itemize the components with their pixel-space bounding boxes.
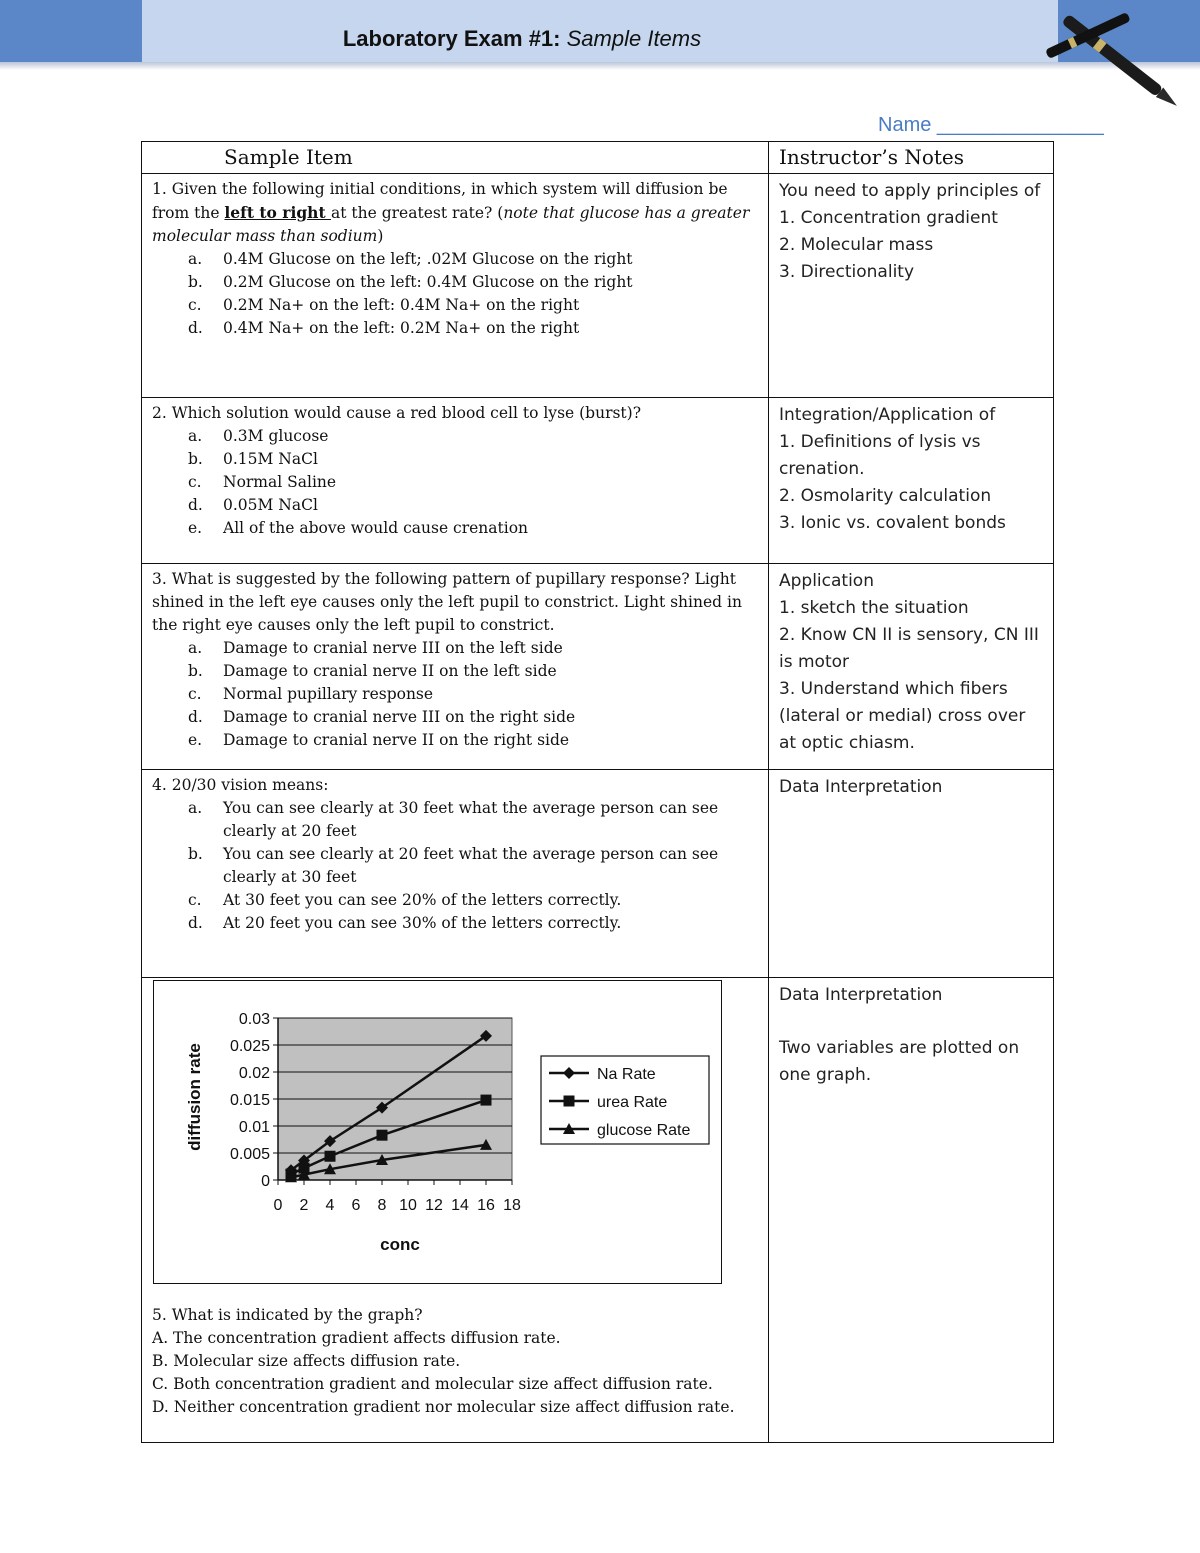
question-cell — [142, 978, 769, 1443]
chart-frame — [153, 980, 722, 1284]
note-line: 2. Molecular mass — [779, 235, 934, 255]
list-item[interactable] — [188, 248, 758, 271]
option-list — [152, 248, 758, 340]
x-tick-label: 16 — [477, 1197, 495, 1214]
option-text: Damage to cranial nerve II on the right side — [223, 731, 570, 749]
option-text: 0.4M Glucose on the left; .02M Glucose on the right — [223, 250, 633, 268]
option-letter: d. — [188, 914, 203, 932]
note-line: 3. Ionic vs. covalent bonds — [779, 513, 1006, 533]
list-item[interactable] — [188, 448, 758, 471]
q1-line: 1. Given the following initial conditions, in which system will diffusion — [152, 180, 704, 198]
diffusion-chart — [154, 981, 721, 1283]
note-line: Integration/Application of — [779, 405, 996, 425]
option-text: You can see clearly at 20 feet what the average person can see clearly at 30 feet — [223, 845, 719, 886]
option-text: 0.05M NaCl — [223, 496, 318, 514]
answer-line[interactable]: A. The concentration gradient affects diffusion rate. — [152, 1329, 561, 1347]
x-tick-label: 14 — [451, 1197, 469, 1214]
list-item[interactable] — [188, 294, 758, 317]
option-letter: d. — [188, 708, 203, 726]
option-letter: d. — [188, 496, 203, 514]
list-item[interactable] — [188, 729, 758, 752]
y-tick-label: 0.01 — [238, 1119, 270, 1136]
option-letter: a. — [188, 799, 203, 817]
data-point — [377, 1130, 388, 1141]
option-letter: b. — [188, 273, 203, 291]
q1-line: be from the — [152, 180, 728, 222]
y-tick-label: 0.02 — [238, 1065, 270, 1082]
note-line: 2. Osmolarity calculation — [779, 486, 992, 506]
list-item[interactable] — [188, 889, 758, 912]
list-item[interactable] — [188, 637, 758, 660]
legend-label: urea Rate — [597, 1094, 668, 1111]
instructor-notes — [769, 174, 1053, 286]
option-text: Damage to cranial nerve II on the left side — [223, 662, 557, 680]
option-text: You can see clearly at 30 feet what the average person can see clearly at 20 feet — [223, 799, 719, 840]
y-tick-label: 0.025 — [229, 1038, 270, 1055]
q1-line: ) — [377, 227, 384, 245]
question-text — [142, 174, 768, 340]
option-text: Damage to cranial nerve III on the right side — [223, 708, 576, 726]
question-cell — [142, 564, 769, 770]
option-list — [152, 797, 758, 935]
option-letter: c. — [188, 473, 202, 491]
list-item[interactable] — [188, 517, 758, 540]
col-header-notes — [769, 142, 1054, 174]
x-axis-label: conc — [380, 1235, 420, 1254]
notes-cell — [769, 174, 1054, 398]
col1-header-label: Sample Item — [224, 145, 353, 169]
note-line: 2. Know CN II is sensory, CN III is motor — [779, 625, 1039, 672]
list-item[interactable] — [188, 706, 758, 729]
question-cell — [142, 770, 769, 978]
table-row — [142, 398, 1054, 564]
title-italic: Sample Items — [566, 26, 702, 51]
y-axis-label: diffusion rate — [185, 1043, 204, 1151]
q1-line: at the greatest rate? ( — [331, 204, 504, 222]
note-line: You need to apply principles of — [779, 181, 1041, 201]
note-line: Data Interpretation — [779, 777, 943, 797]
note-line: 1. Definitions of lysis vs crenation. — [779, 432, 981, 479]
y-tick-label: 0.015 — [229, 1092, 270, 1109]
page-title — [142, 26, 902, 52]
notes-cell — [769, 564, 1054, 770]
legend-marker — [564, 1096, 575, 1107]
answer-line[interactable]: C. Both concentration gradient and molecular size affect diffusion rate. — [152, 1375, 713, 1393]
answer-line[interactable]: D. Neither concentration gradient nor molecular size affect diffusion rate. — [152, 1398, 735, 1416]
x-tick-label: 12 — [425, 1197, 443, 1214]
list-item[interactable] — [188, 683, 758, 706]
option-letter: c. — [188, 296, 202, 314]
option-letter: b. — [188, 450, 203, 468]
x-tick-label: 2 — [299, 1197, 309, 1214]
list-item[interactable] — [188, 912, 758, 935]
option-text: 0.3M glucose — [223, 427, 329, 445]
title-bold: Laboratory Exam #1: — [342, 26, 561, 51]
name-field[interactable]: Name _______________ — [878, 114, 1104, 136]
option-letter: b. — [188, 662, 203, 680]
question-cell — [142, 174, 769, 398]
y-tick-label: 0 — [261, 1173, 270, 1190]
y-tick-label: 0.005 — [229, 1146, 270, 1163]
option-text: 0.2M Na+ on the left: 0.4M Na+ on the right — [223, 296, 580, 314]
option-text: 0.2M Glucose on the left: 0.4M Glucose on the right — [223, 273, 633, 291]
table-row — [142, 564, 1054, 770]
note-line: 1. sketch the situation — [779, 598, 969, 618]
table-header-row — [142, 142, 1054, 174]
instructor-notes — [769, 398, 1053, 537]
question-text — [142, 770, 768, 935]
exam-table — [141, 141, 1054, 1443]
option-text: 0.4M Na+ on the left: 0.2M Na+ on the right — [223, 319, 580, 337]
q4-stem: 4. 20/30 vision means: — [152, 776, 329, 794]
table-row — [142, 174, 1054, 398]
x-tick-label: 6 — [351, 1197, 361, 1214]
question-cell — [142, 398, 769, 564]
option-letter: a. — [188, 250, 203, 268]
note-line: 3. Directionality — [779, 262, 915, 282]
instructor-notes — [769, 564, 1053, 757]
option-text: Damage to cranial nerve III on the left side — [223, 639, 563, 657]
q1-italic: greater molecular mass than sodium — [152, 204, 750, 245]
header-shadow — [0, 62, 1200, 70]
list-item[interactable] — [188, 660, 758, 683]
x-tick-label: 0 — [273, 1197, 283, 1214]
note-line: 3. Understand which fibers (lateral or medial) cross over at optic chiasm. — [779, 679, 1026, 753]
option-letter: c. — [188, 685, 202, 703]
x-tick-label: 10 — [399, 1197, 417, 1214]
option-letter: e. — [188, 731, 203, 749]
list-item[interactable] — [188, 843, 758, 889]
option-list — [152, 425, 758, 540]
header-banner-left — [0, 0, 142, 70]
note-line: 1. Concentration gradient — [779, 208, 998, 228]
notes-cell — [769, 398, 1054, 564]
col2-header-label: Instructor’s Notes — [779, 145, 965, 169]
option-letter: b. — [188, 845, 203, 863]
option-text: At 20 feet you can see 30% of the letters correctly. — [223, 914, 622, 932]
legend-label: glucose Rate — [597, 1122, 691, 1139]
option-list — [152, 637, 758, 752]
notes-cell — [769, 770, 1054, 978]
data-point — [481, 1095, 492, 1106]
table-row — [142, 978, 1054, 1443]
q3-stem: 3. What is suggested by the following pattern of pupillary response? Light shined in the left eye causes only the left pupil to constrict. Light shined in the right eye causes only the left pupil to constrict. — [152, 570, 742, 634]
option-text: Normal Saline — [223, 473, 337, 491]
note-line: Data Interpretation — [779, 985, 943, 1005]
legend-label: Na Rate — [597, 1066, 656, 1083]
pen-icon — [1030, 0, 1200, 130]
col-header-sample-item — [142, 142, 769, 174]
option-text: 0.15M NaCl — [223, 450, 318, 468]
option-text: At 30 feet you can see 20% of the letters correctly. — [223, 891, 622, 909]
option-text: All of the above would cause crenation — [223, 519, 529, 537]
list-item[interactable] — [188, 317, 758, 340]
option-letter: e. — [188, 519, 203, 537]
q5-stem: 5. What is indicated by the graph? — [152, 1306, 423, 1324]
question-text — [142, 564, 768, 752]
q1-emphasis: left to right — [224, 203, 332, 222]
instructor-notes — [769, 978, 1053, 1089]
list-item[interactable] — [188, 494, 758, 517]
x-tick-label: 18 — [503, 1197, 521, 1214]
option-letter: d. — [188, 319, 203, 337]
x-tick-label: 8 — [377, 1197, 387, 1214]
answer-line[interactable]: B. Molecular size affects diffusion rate. — [152, 1352, 461, 1370]
list-item[interactable] — [188, 271, 758, 294]
notes-cell — [769, 978, 1054, 1443]
q2-stem: 2. Which solution would cause a red blood cell to lyse (burst)? — [152, 404, 642, 422]
q1-italic: note that glucose has a — [503, 204, 686, 222]
option-letter: a. — [188, 427, 203, 445]
option-text: Normal pupillary response — [223, 685, 434, 703]
option-letter: a. — [188, 639, 203, 657]
data-point — [325, 1151, 336, 1162]
question-text — [142, 398, 768, 540]
note-line: Application — [779, 571, 874, 591]
note-line: Two variables are plotted on one graph. — [779, 1038, 1020, 1085]
y-tick-label: 0.03 — [238, 1011, 270, 1028]
instructor-notes — [769, 770, 1053, 801]
x-tick-label: 4 — [325, 1197, 335, 1214]
list-item[interactable] — [188, 797, 758, 843]
list-item[interactable] — [188, 471, 758, 494]
table-row — [142, 770, 1054, 978]
option-letter: c. — [188, 891, 202, 909]
list-item[interactable] — [188, 425, 758, 448]
